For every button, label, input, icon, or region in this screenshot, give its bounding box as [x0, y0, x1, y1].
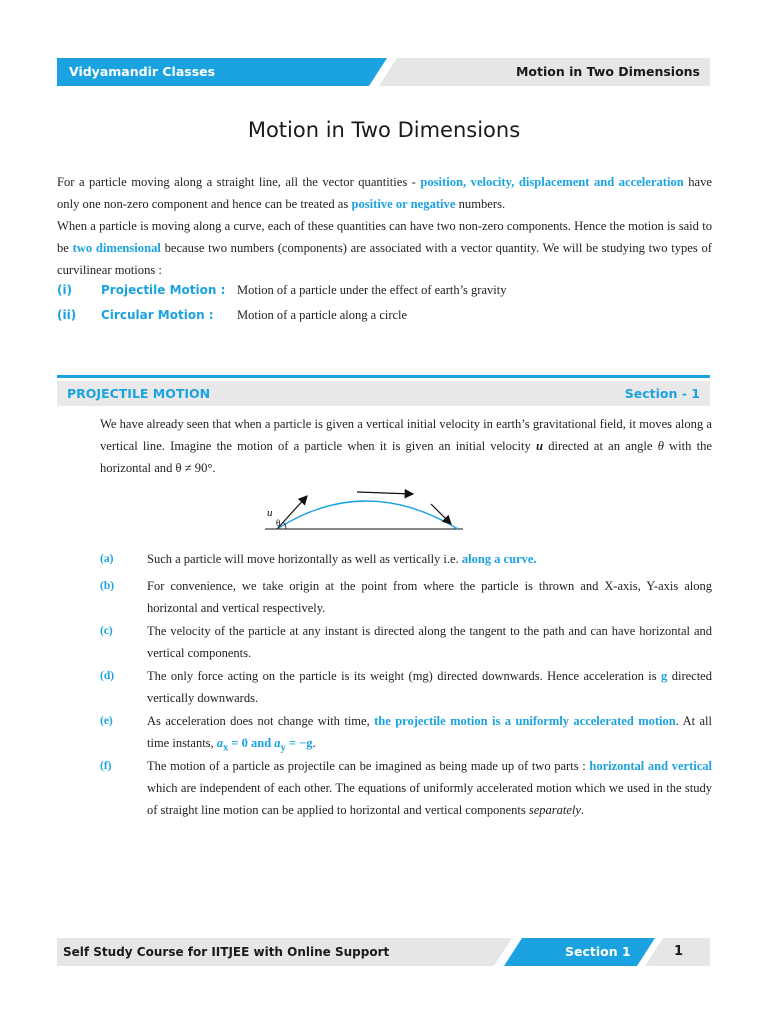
- item-text: . At all time instants,: [147, 714, 712, 750]
- motion-description: Motion of a particle along a circle: [237, 308, 408, 322]
- item-highlight: the projectile motion is a uniformly accelerated motion: [374, 714, 676, 728]
- equation: [216, 736, 316, 754]
- item-text: .: [312, 736, 316, 750]
- list-item: [100, 710, 712, 760]
- initial-velocity-arrow: [277, 496, 307, 529]
- footer-course-title: Self Study Course for IITJEE with Online Support: [63, 945, 390, 959]
- intro-paragraph-1: [57, 171, 712, 215]
- intro-text: For a particle moving along a straight line, all the vector quantities -: [57, 175, 421, 189]
- page-title: Motion in Two Dimensions: [247, 118, 521, 142]
- item-text: directed vertically downwards.: [147, 669, 712, 705]
- page-number: 1: [674, 944, 684, 959]
- item-text: .: [533, 552, 537, 566]
- section-heading-bar: [57, 375, 710, 408]
- list-item: [100, 620, 712, 664]
- page-footer: [57, 938, 710, 966]
- item-highlight: horizontal and vertical: [589, 759, 713, 773]
- header-chapter: Motion in Two Dimensions: [515, 64, 700, 79]
- equation-text: = 0 and: [228, 736, 275, 750]
- item-text: which are independent of each other. The equations of uniformly accelerated motion which we used in the study of straight line motion can be applied to horizontal and vertical components: [147, 781, 712, 817]
- intro-text: When a particle is moving along a curve, each of these quantities can have two non-zero components. Hence the motion is said to be: [57, 219, 712, 255]
- projectile-text: directed at an angle: [543, 439, 658, 453]
- intro-highlight: position, velocity, displacement and acceleration: [420, 175, 684, 189]
- motion-term: Circular Motion :: [101, 308, 214, 322]
- list-item-label: (b): [100, 580, 115, 592]
- intro-text: because two numbers (components) are associated with a vector quantity. We will be studying two types of curvilinear motions :: [57, 241, 712, 277]
- page-header: [57, 58, 710, 86]
- item-text: Such a particle will move horizontally as well as vertically i.e.: [147, 552, 462, 566]
- motion-number: (ii): [57, 308, 77, 322]
- item-text: The velocity of the particle at any instant is directed along the tangent to the path and can have horizontal and vertical components.: [147, 624, 712, 660]
- item-text: As acceleration does not change with time,: [147, 714, 375, 728]
- projectile-text: with the horizontal and θ ≠ 90°.: [100, 439, 712, 475]
- list-item-label: (d): [100, 670, 115, 682]
- motion-description: Motion of a particle under the effect of earth’s gravity: [237, 283, 507, 297]
- list-item-label: (c): [100, 625, 113, 637]
- intro-highlight: positive or negative: [351, 197, 456, 211]
- item-text: .: [580, 803, 585, 817]
- intro-text: have only one non-zero component and hence can be treated as: [57, 175, 713, 211]
- header-brand: Vidyamandir Classes: [69, 64, 216, 79]
- motion-term: Projectile Motion :: [101, 283, 226, 297]
- apex-velocity-arrow: [357, 492, 413, 494]
- equation-text: = −g: [285, 736, 313, 750]
- item-text: The only force acting on the particle is its weight (mg) directed downwards. Hence acceleration is: [147, 669, 662, 683]
- item-highlight: g: [661, 669, 668, 683]
- section-title: PROJECTILE MOTION: [67, 386, 211, 401]
- item-text: The motion of a particle as projectile can be imagined as being made up of two parts :: [147, 759, 590, 773]
- intro-paragraph-2: [57, 215, 712, 281]
- equation-subscript: y: [280, 742, 286, 754]
- projectile-intro-paragraph: [100, 413, 712, 479]
- footer-section: Section 1: [565, 944, 631, 959]
- motion-number: (i): [57, 283, 73, 297]
- list-item-label: (f): [100, 760, 112, 772]
- velocity-symbol: u: [536, 439, 544, 453]
- angle-label: θ: [276, 518, 281, 528]
- list-item: [100, 575, 712, 619]
- list-item: [100, 755, 712, 821]
- intro-highlight: two dimensional: [72, 241, 161, 255]
- angle-symbol: θ: [657, 439, 664, 453]
- item-emphasis: separately: [528, 803, 581, 817]
- list-item: [100, 665, 712, 709]
- list-item: [100, 548, 712, 570]
- equation-subscript: x: [223, 742, 229, 754]
- list-item-label: (a): [100, 553, 114, 565]
- item-text: For convenience, we take origin at the point from where the particle is thrown and X-axis, Y-axis along horizontal and vertical respectively.: [147, 579, 712, 615]
- trajectory-curve: [277, 501, 458, 529]
- section-rule: [57, 375, 710, 378]
- list-item-label: (e): [100, 715, 113, 727]
- projectile-text: We have already seen that when a particle is given a vertical initial velocity in earth’s gravitational field, it moves along a vertical line. Imagine the motion of a particle when it is given an initial velocity: [100, 417, 712, 453]
- section-label: Section - 1: [624, 386, 700, 401]
- descending-velocity-arrow: [431, 504, 451, 524]
- equation-symbol: a: [274, 736, 281, 750]
- intro-text: numbers.: [455, 197, 506, 211]
- item-highlight: along a curve: [461, 552, 534, 566]
- projectile-trajectory-diagram: [255, 478, 470, 536]
- equation-symbol: a: [216, 736, 224, 750]
- velocity-label: u: [267, 507, 273, 519]
